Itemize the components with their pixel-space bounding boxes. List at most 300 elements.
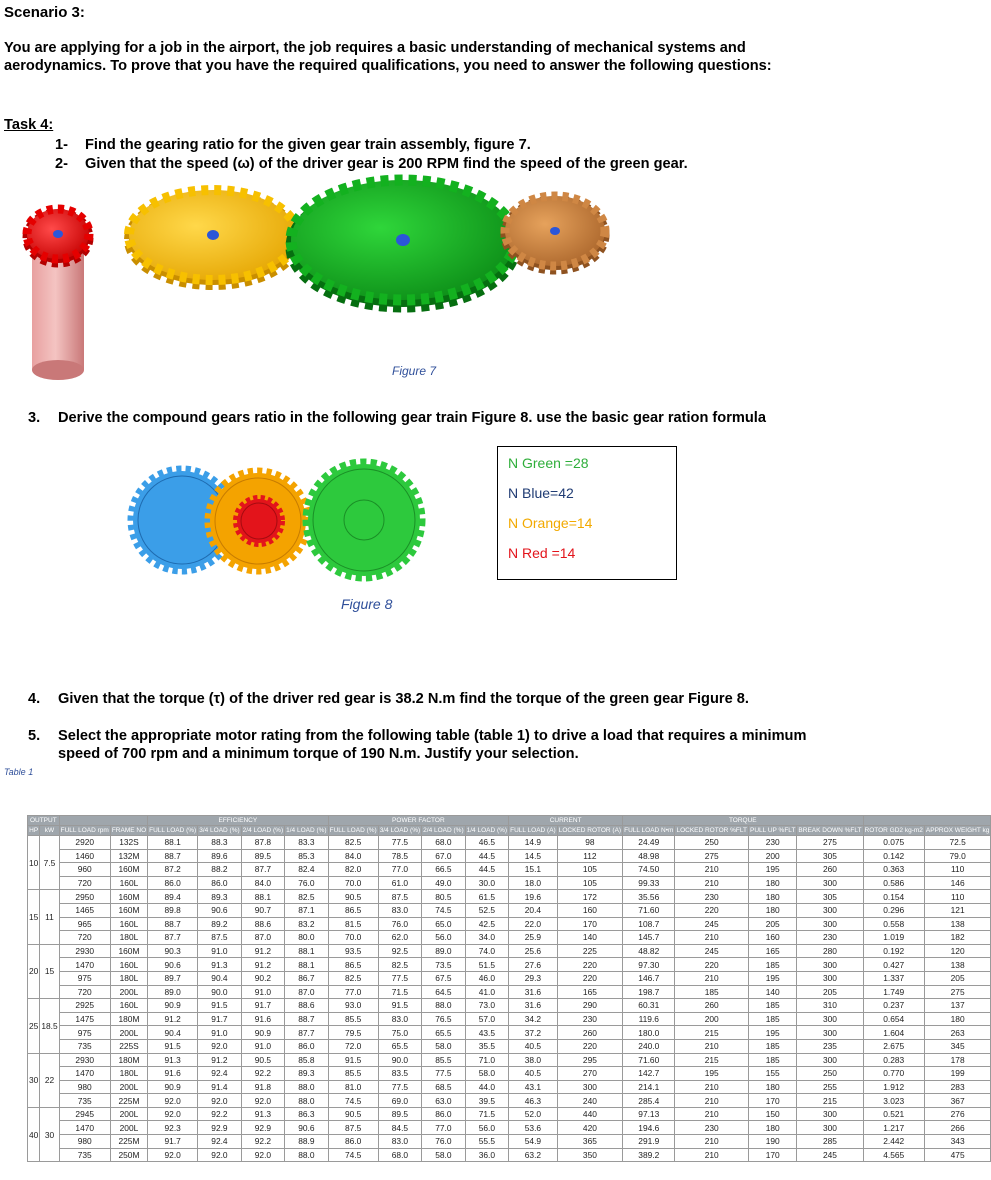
table-cell: 92.0 [198,1094,241,1108]
table-cell: 185 [749,1053,797,1067]
table-cell: 92.4 [198,1067,241,1081]
table-cell: 170 [749,1148,797,1162]
table-row [28,849,991,863]
table-cell: 58.0 [422,1148,465,1162]
table-cell: 180 [749,1121,797,1135]
table-cell: 35.5 [465,1039,508,1053]
table-cell: 89.5 [378,1107,421,1121]
table-cell: 87.7 [241,863,284,877]
table-cell: 86.0 [148,876,198,890]
table-cell: 225M [110,1094,147,1108]
table-cell: 2950 [59,890,110,904]
table-cell: 66.5 [422,863,465,877]
table-cell: 0.142 [863,849,924,863]
table-cell: 63.2 [509,1148,558,1162]
table-cell: 63.0 [422,1094,465,1108]
table-cell: 185 [749,999,797,1013]
table-cell: 240.0 [623,1039,675,1053]
table-cell: 46.5 [465,836,508,850]
table-cell: 160L [110,876,147,890]
table-cell: 93.0 [328,999,378,1013]
group-header-current: CURRENT [509,816,623,826]
table-cell: 88.7 [148,917,198,931]
table-cell: 49.0 [422,876,465,890]
table-cell: 165 [557,985,622,999]
table-cell: 91.2 [241,944,284,958]
gear-teeth-legend [497,446,677,580]
table-cell: 367 [924,1094,990,1108]
table-cell: 91.7 [241,999,284,1013]
table-cell: 92.2 [198,1107,241,1121]
hp-cell: 10 [28,836,40,890]
table-cell: 260 [797,863,863,877]
legend-blue: N Blue=42 [508,485,574,501]
question-text: Derive the compound gears ratio in the following gear train Figure 8. use the basic gear ration formula [58,410,766,426]
table-cell: 68.5 [422,1080,465,1094]
table-cell: 58.0 [422,1039,465,1053]
table-cell: 260 [557,1026,622,1040]
table-cell: 91.0 [198,1026,241,1040]
group-header-torque: TORQUE [623,816,863,826]
table-cell: 92.0 [148,1107,198,1121]
column-header: FULL LOAD (A) [510,827,556,834]
table-cell: 165 [749,944,797,958]
figure-8-caption: Figure 8 [341,596,393,612]
table-cell: 83.5 [378,1067,421,1081]
table-row [28,1135,991,1149]
table-cell: 300 [797,1053,863,1067]
table-cell: 146.7 [623,971,675,985]
table-cell: 74.5 [328,1094,378,1108]
table-row [28,903,991,917]
question-number: 3. [28,410,41,426]
table-cell: 91.0 [198,944,241,958]
table-cell: 235 [797,1039,863,1053]
table-cell: 138 [924,917,990,931]
table-cell: 62.0 [378,931,421,945]
table-cell: 230 [797,931,863,945]
table-cell: 180 [749,876,797,890]
table-row [28,1094,991,1108]
table-cell: 0.154 [863,890,924,904]
table-cell: 90.5 [241,1053,284,1067]
kw-cell: 11 [40,890,59,944]
table-cell: 88.7 [148,849,198,863]
table-cell: 210 [675,1107,749,1121]
table-cell: 210 [675,1080,749,1094]
table-cell: 160 [749,931,797,945]
table-cell: 91.2 [198,1053,241,1067]
table-cell: 185 [749,958,797,972]
table-cell: 275 [797,836,863,850]
table-cell: 46.0 [465,971,508,985]
table-cell: 53.6 [509,1121,558,1135]
table-cell: 210 [675,1148,749,1162]
table-cell: 93.5 [328,944,378,958]
legend-green: N Green =28 [508,455,589,471]
table-cell: 300 [797,958,863,972]
column-header: ROTOR GD2 kg-m2 [864,827,923,834]
table-cell: 0.237 [863,999,924,1013]
table-row [28,1026,991,1040]
column-header: FULL LOAD (%) [329,827,377,834]
table-cell: 54.9 [509,1135,558,1149]
table-cell: 200 [675,1012,749,1026]
table-cell: 1.337 [863,971,924,985]
question-text: Given that the torque (τ) of the driver red gear is 38.2 N.m find the torque of the green gear Figure 8. [58,691,749,707]
table-cell: 90.6 [148,958,198,972]
table-cell: 2.442 [863,1135,924,1149]
table-row [28,985,991,999]
table-cell: 85.3 [285,849,328,863]
table-cell: 67.0 [422,849,465,863]
table-cell: 90.3 [148,944,198,958]
table-row [28,863,991,877]
table-cell: 82.5 [328,836,378,850]
hp-cell: 15 [28,890,40,944]
table-cell: 73.5 [422,958,465,972]
question-4 [28,690,749,708]
table-cell: 205 [924,971,990,985]
table-cell: 0.521 [863,1107,924,1121]
table-cell: 89.8 [148,903,198,917]
table-cell: 88.6 [285,999,328,1013]
table-cell: 2920 [59,836,110,850]
table-cell: 110 [924,890,990,904]
hp-cell: 25 [28,999,40,1053]
table-cell: 36.0 [465,1148,508,1162]
table-cell: 90.4 [148,1026,198,1040]
table-cell: 48.98 [623,849,675,863]
motor-rating-table-wrap [27,815,991,1162]
table-cell: 97.13 [623,1107,675,1121]
figure-8-gear-train [120,455,430,590]
table-cell: 56.0 [465,1121,508,1135]
kw-cell: 18.5 [40,999,59,1053]
table-cell: 2945 [59,1107,110,1121]
table-cell: 60.31 [623,999,675,1013]
table-cell: 76.5 [422,1012,465,1026]
table-cell: 132S [110,836,147,850]
legend-orange: N Orange=14 [508,515,593,531]
table-cell: 87.5 [328,1121,378,1135]
table-cell: 200L [110,985,147,999]
table-cell: 160L [110,999,147,1013]
table-cell: 285 [797,1135,863,1149]
table-cell: 172 [557,890,622,904]
task-heading: Task 4: [4,117,54,133]
table-cell: 291.9 [623,1135,675,1149]
table-cell: 89.0 [422,944,465,958]
table-cell: 263 [924,1026,990,1040]
table-cell: 300 [797,876,863,890]
table-cell: 160 [557,903,622,917]
table-cell: 245 [797,1148,863,1162]
hp-cell: 20 [28,944,40,998]
table-cell: 185 [749,1012,797,1026]
column-header: FULL LOAD N•m [624,827,674,834]
table-cell: 215 [675,1053,749,1067]
table-row [28,931,991,945]
table-cell: 198.7 [623,985,675,999]
table-cell: 365 [557,1135,622,1149]
table-cell: 90.7 [241,903,284,917]
column-header: PULL UP %FLT [750,827,796,834]
table-cell: 84.5 [378,1121,421,1135]
table-cell: 56.0 [422,931,465,945]
table-cell: 180M [110,1053,147,1067]
table-cell: 83.2 [285,917,328,931]
table-cell: 71.60 [623,1053,675,1067]
table-cell: 210 [675,971,749,985]
table-cell: 77.0 [378,863,421,877]
hp-cell: 30 [28,1053,40,1107]
table-cell: 0.283 [863,1053,924,1067]
table-cell: 0.558 [863,917,924,931]
table-cell: 3.023 [863,1094,924,1108]
table-cell: 91.3 [241,1107,284,1121]
table-cell: 195 [749,1026,797,1040]
table-cell: 35.56 [623,890,675,904]
table-cell: 105 [557,876,622,890]
yellow-gear [129,190,297,285]
table-cell: 185 [749,1039,797,1053]
question-5 [28,727,848,763]
column-header: HP [29,827,39,834]
group-header-output: OUTPUT [28,816,60,826]
table-cell: 29.3 [509,971,558,985]
table-cell: 89.5 [241,849,284,863]
table-cell: 475 [924,1148,990,1162]
table-cell: 2930 [59,944,110,958]
table-cell: 42.5 [465,917,508,931]
legend-red: N Red =14 [508,545,576,561]
table-cell: 22.0 [509,917,558,931]
table-cell: 245 [675,917,749,931]
table-cell: 73.0 [465,999,508,1013]
column-header: 3/4 LOAD (%) [199,827,240,834]
table-cell: 24.49 [623,836,675,850]
table-cell: 43.5 [465,1026,508,1040]
table-cell: 65.5 [422,1026,465,1040]
table-cell: 720 [59,931,110,945]
table-cell: 83.0 [378,903,421,917]
table-cell: 25.6 [509,944,558,958]
table-cell: 735 [59,1094,110,1108]
table-cell: 255 [797,1080,863,1094]
table-cell: 2930 [59,1053,110,1067]
column-header: 3/4 LOAD (%) [379,827,421,834]
table-row [28,1080,991,1094]
table-cell: 91.0 [241,985,284,999]
group-header-efficiency: EFFICIENCY [148,816,328,826]
table-row [28,890,991,904]
table-cell: 78.5 [378,849,421,863]
question-2 [55,155,688,173]
table-cell: 210 [675,1135,749,1149]
table-cell: 121 [924,903,990,917]
table-cell: 86.5 [328,903,378,917]
table-row [28,1053,991,1067]
table-cell: 91.8 [241,1080,284,1094]
table-cell: 350 [557,1148,622,1162]
table-row [28,999,991,1013]
table-cell: 91.2 [241,958,284,972]
table-cell: 300 [797,1121,863,1135]
table-cell: 90.4 [198,971,241,985]
hp-cell: 40 [28,1107,40,1161]
table-cell: 58.0 [465,1067,508,1081]
table-cell: 91.7 [198,1012,241,1026]
table-cell: 199 [924,1067,990,1081]
table-cell: 89.4 [148,890,198,904]
table-cell: 92.0 [148,1148,198,1162]
table-cell: 91.2 [148,1012,198,1026]
table-cell: 88.9 [285,1135,328,1149]
table-cell: 76.0 [378,917,421,931]
column-header-row [28,826,991,836]
table-cell: 225 [557,944,622,958]
table-cell: 220 [557,971,622,985]
table-cell: 230 [749,836,797,850]
table-cell: 72.5 [924,836,990,850]
table-cell: 160L [110,958,147,972]
table-cell: 91.7 [148,1135,198,1149]
red-gear [27,209,89,263]
table-cell: 31.6 [509,999,558,1013]
table-cell: 69.0 [378,1094,421,1108]
table-cell: 81.0 [328,1080,378,1094]
table-cell: 86.0 [198,876,241,890]
table-cell: 250 [797,1067,863,1081]
column-header: FULL LOAD (%) [149,827,197,834]
table-cell: 975 [59,1026,110,1040]
table-cell: 160M [110,890,147,904]
table-cell: 0.654 [863,1012,924,1026]
table-cell: 61.5 [465,890,508,904]
table-cell: 210 [675,931,749,945]
table-cell: 300 [797,1026,863,1040]
table-cell: 25.9 [509,931,558,945]
question-text: Select the appropriate motor rating from the following table (table 1) to drive a load that requires a minimum speed of 700 rpm and a minimum torque of 190 N.m. Justify your selection. [58,728,807,762]
table-cell: 70.0 [328,931,378,945]
table-cell: 84.0 [241,876,284,890]
table-cell: 87.5 [378,890,421,904]
table-cell: 276 [924,1107,990,1121]
table-cell: 220 [675,958,749,972]
table-cell: 120 [924,944,990,958]
table-cell: 87.7 [285,1026,328,1040]
table-cell: 88.0 [285,1094,328,1108]
table-cell: 91.3 [198,958,241,972]
brown-gear [505,196,605,270]
table-cell: 200L [110,1026,147,1040]
table-cell: 180M [110,1012,147,1026]
table-cell: 160M [110,944,147,958]
table-cell: 295 [557,1053,622,1067]
table-cell: 85.5 [422,1053,465,1067]
table-cell: 77.0 [422,1121,465,1135]
table-cell: 80.5 [422,890,465,904]
table-cell: 86.3 [285,1107,328,1121]
table-cell: 1470 [59,1121,110,1135]
table-cell: 180 [749,903,797,917]
column-header: LOCKED ROTOR (A) [558,827,622,834]
table-cell: 91.5 [198,999,241,1013]
intro-paragraph: You are applying for a job in the airport, the job requires a basic understanding of mechanical systems and aerodynamics. To prove that you have the required qualifications, you need to answer the following questions: [4,40,772,74]
table-cell: 48.82 [623,944,675,958]
table-cell: 43.1 [509,1080,558,1094]
table-cell: 210 [675,1094,749,1108]
table-cell: 31.6 [509,985,558,999]
table-cell: 91.4 [198,1080,241,1094]
table-cell: 980 [59,1135,110,1149]
table-cell: 83.0 [378,1012,421,1026]
table-cell: 182 [924,931,990,945]
table-cell: 74.50 [623,863,675,877]
table-cell: 275 [924,985,990,999]
table-cell: 345 [924,1039,990,1053]
red-gear-small [237,499,281,543]
table-cell: 51.5 [465,958,508,972]
table-cell: 140 [749,985,797,999]
table-cell: 88.3 [198,836,241,850]
table-cell: 1.912 [863,1080,924,1094]
table-cell: 170 [749,1094,797,1108]
table-cell: 92.2 [241,1135,284,1149]
column-header: BREAK DOWN %FLT [798,827,862,834]
table-cell: 87.0 [285,985,328,999]
table-cell: 15.1 [509,863,558,877]
table-cell: 1475 [59,1012,110,1026]
table-cell: 88.0 [285,1148,328,1162]
table-cell: 720 [59,985,110,999]
table-cell: 91.5 [378,999,421,1013]
table-row [28,1067,991,1081]
table-cell: 72.0 [328,1039,378,1053]
table-cell: 110 [924,863,990,877]
table-cell: 180 [749,1080,797,1094]
table-cell: 230 [675,890,749,904]
table-cell: 89.3 [198,890,241,904]
table-cell: 0.586 [863,876,924,890]
table-cell: 71.0 [465,1053,508,1067]
table-cell: 210 [675,1039,749,1053]
table-cell: 132M [110,849,147,863]
table-cell: 77.5 [378,1080,421,1094]
table-cell: 34.0 [465,931,508,945]
table-cell: 87.5 [198,931,241,945]
table-cell: 225S [110,1039,147,1053]
table-row [28,1039,991,1053]
table-cell: 1.749 [863,985,924,999]
table-cell: 74.5 [328,1148,378,1162]
table-cell: 87.0 [241,931,284,945]
table-cell: 99.33 [623,876,675,890]
table-cell: 194.6 [623,1121,675,1135]
table-cell: 83.3 [285,836,328,850]
table-cell: 180 [749,890,797,904]
table-cell: 86.0 [422,1107,465,1121]
table-cell: 92.3 [148,1121,198,1135]
table-cell: 266 [924,1121,990,1135]
table-cell: 70.0 [328,876,378,890]
table-row [28,1107,991,1121]
table-cell: 300 [797,903,863,917]
table-cell: 37.2 [509,1026,558,1040]
table-cell: 71.5 [378,985,421,999]
table-cell: 88.0 [422,999,465,1013]
